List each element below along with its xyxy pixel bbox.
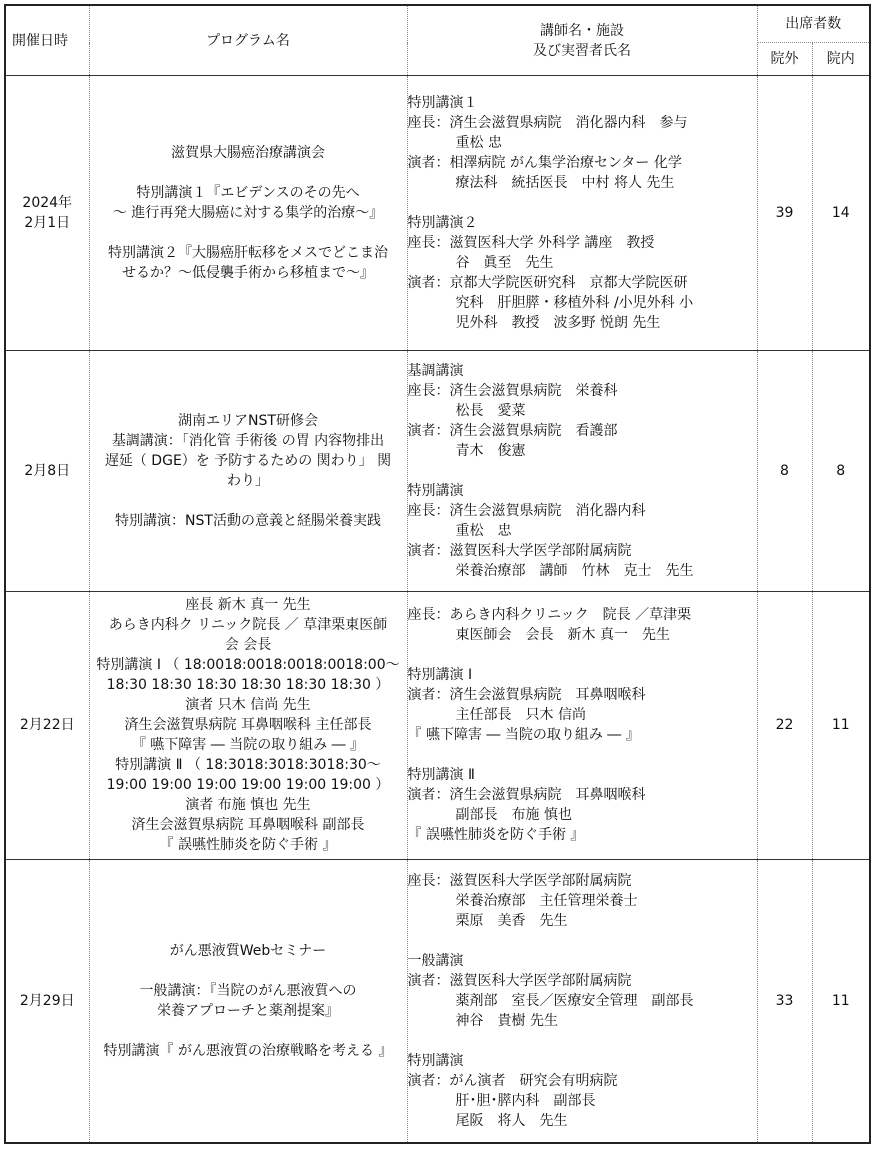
attendance-outside: 39 [757, 76, 812, 351]
lecturer-line: 栗原 美香 先生 [455, 912, 568, 929]
program-spacer [90, 1021, 407, 1041]
program-line: 19:00 19:00 19:00 19:00 19:00 19:00 ） [106, 777, 390, 794]
lecturer-line: 座長：済生会滋賀県病院 消化器内科 [407, 502, 646, 519]
lecturer-cell [407, 859, 757, 1143]
program-line: 特別講演：NST活動の意義と経腸栄養実践 [115, 512, 381, 529]
lecturer-line: 演者：がん演者 研究会有明病院 [407, 1072, 618, 1089]
header-row [5, 5, 870, 43]
lecturer-line: 演者：済生会滋賀県病院 耳鼻咽喉科 [407, 787, 646, 804]
schedule-table [4, 4, 871, 1144]
header-inside: 院内 [812, 43, 870, 76]
lecturer-cell [407, 76, 757, 351]
program-spacer [90, 491, 407, 511]
program-line: 『 誤嚥性肺炎を防ぐ手術 』 [159, 837, 337, 854]
program-cell [89, 76, 407, 351]
program-line: 特別講演 Ⅱ （ 18:3018:3018:3018:30～ [115, 757, 381, 774]
lecturer-line: 『 嚥下障害 ― 当院の取り組み ― 』 [407, 727, 640, 744]
program-spacer [90, 163, 407, 183]
lecturer-line: 特別講演 [407, 1052, 464, 1069]
lecturer-cell [407, 591, 757, 859]
program-line: 済生会滋賀県病院 耳鼻咽喉科 副部長 [131, 817, 365, 834]
program-line: 遅延（ DGE）を 予防するための 関わり」 関 [104, 452, 392, 469]
date-line: 2月1日 [24, 214, 71, 231]
lecturer-spacer [408, 461, 757, 481]
lecturer-line: 特別講演 [407, 482, 464, 499]
program-line: 湖南エリアNST研修会 [178, 412, 318, 429]
program-line: 栄養アプローチと薬剤提案』 [157, 1002, 339, 1019]
lecturer-line: 『 誤嚥性肺炎を防ぐ手術 』 [407, 827, 585, 844]
lecturer-line: 座長：あらき内科クリニック 院長 ／草津栗 [407, 607, 692, 624]
program-line: 会 会長 [224, 637, 272, 654]
lecturer-line: 副部長 布施 慎也 [455, 807, 572, 824]
program-line: 特別講演２『大腸癌肝転移をメスでどこま治 [108, 244, 388, 261]
lecturer-cell [407, 350, 757, 591]
date-cell [5, 76, 89, 351]
attendance-inside: 14 [812, 76, 870, 351]
attendance-outside: 8 [757, 350, 812, 591]
program-line: ～ 進行再発大腸癌に対する集学的治療～』 [112, 204, 384, 221]
program-line: 演者 布施 慎也 先生 [185, 797, 311, 814]
attendance-outside: 22 [757, 591, 812, 859]
date-line: 2024年 [22, 194, 73, 211]
lecturer-line: 主任部長 只木 信尚 [455, 707, 586, 724]
lecturer-line: 究科 肝胆膵・移植外科 /小児外科 小 [455, 294, 694, 311]
lecturer-line: 座長：滋賀医科大学医学部附属病院 [407, 872, 632, 889]
table-row [5, 859, 870, 1143]
program-line: 滋賀県大腸癌治療講演会 [171, 144, 325, 161]
header-attendance: 出席者数 [757, 5, 870, 43]
lecturer-line: 演者：京都大学院医研究科 京都大学院医研 [407, 274, 688, 291]
date-line: 2月29日 [19, 992, 75, 1009]
header-program: プログラム名 [89, 5, 407, 76]
date-cell [5, 591, 89, 859]
lecturer-line: 特別講演２ [407, 214, 478, 231]
lecturer-line: 一般講演 [407, 952, 464, 969]
lecturer-line: 演者：滋賀医科大学医学部附属病院 [407, 542, 632, 559]
lecturer-line: 座長：済生会滋賀県病院 栄養科 [407, 382, 618, 399]
program-spacer [90, 961, 407, 981]
lecturer-spacer [408, 1031, 757, 1051]
header-lecturer-line-1: 講師名・施設 [540, 22, 624, 39]
lecturer-line: 特別講演 Ⅰ [407, 667, 473, 684]
lecturer-line: 演者：相澤病院 がん集学治療センター 化学 [407, 154, 682, 171]
attendance-outside: 33 [757, 859, 812, 1143]
lecturer-line: 尾阪 将人 先生 [455, 1112, 568, 1129]
program-spacer [90, 223, 407, 243]
program-line: 基調講演：「消化管 手術後 の胃 内容物排出 [111, 432, 385, 449]
program-line: がん悪液質Webセミナー [169, 942, 327, 959]
lecturer-spacer [408, 745, 757, 765]
program-line: 特別講演『 がん悪液質の治療戦略を考える 』 [103, 1042, 393, 1059]
header-lecturer-line-2: 及び実習者氏名 [533, 42, 631, 59]
date-line: 2月22日 [19, 717, 75, 734]
lecturer-spacer [408, 193, 757, 213]
lecturer-line: 演者：済生会滋賀県病院 耳鼻咽喉科 [407, 687, 646, 704]
program-line: わり」 [227, 472, 269, 489]
attendance-inside: 8 [812, 350, 870, 591]
lecturer-line: 栄養治療部 講師 竹林 克士 先生 [455, 562, 694, 579]
lecturer-line: 特別講演１ [407, 94, 478, 111]
lecturer-line: 児外科 教授 波多野 悦朗 先生 [455, 314, 661, 331]
lecturer-line: 座長：滋賀医科大学 外科学 講座 教授 [407, 234, 655, 251]
program-line: せるか？～低侵襲手術から移植まで～』 [122, 264, 374, 281]
header-outside: 院外 [757, 43, 812, 76]
lecturer-line: 肝･胆･膵内科 副部長 [455, 1092, 596, 1109]
program-cell [89, 859, 407, 1143]
lecturer-spacer [408, 645, 757, 665]
lecturer-line: 栄養治療部 主任管理栄養士 [455, 892, 638, 909]
table-row [5, 76, 870, 351]
header-lecturer [407, 5, 757, 76]
lecturer-line: 療法科 統括医長 中村 将人 先生 [455, 174, 675, 191]
program-line: 演者 只木 信尚 先生 [185, 697, 311, 714]
attendance-inside: 11 [812, 591, 870, 859]
lecturer-line: 特別講演 Ⅱ [407, 767, 475, 784]
lecturer-line: 演者：滋賀医科大学医学部附属病院 [407, 972, 632, 989]
lecturer-line: 青木 俊憲 [455, 442, 526, 459]
lecturer-spacer [408, 931, 757, 951]
program-line: 18:30 18:30 18:30 18:30 18:30 18:30 ） [106, 677, 390, 694]
lecturer-line: 基調講演 [407, 362, 464, 379]
program-line: あらき内科ク リニック院長 ／ 草津栗東医師 [108, 617, 388, 634]
lecturer-line: 谷 眞至 先生 [455, 254, 554, 271]
program-line: 特別講演１『エビデンスのその先へ [136, 184, 360, 201]
lecturer-line: 重松 忠 [455, 134, 502, 151]
lecturer-line: 薬剤部 室長／医療安全管理 副部長 [455, 992, 694, 1009]
date-cell [5, 859, 89, 1143]
program-line: 座長 新木 真一 先生 [185, 597, 311, 614]
program-cell [89, 591, 407, 859]
lecturer-line: 演者：済生会滋賀県病院 看護部 [407, 422, 618, 439]
date-line: 2月8日 [24, 462, 71, 479]
lecturer-line: 神谷 貴樹 先生 [455, 1012, 558, 1029]
program-line: 『 嚥下障害 ― 当院の取り組み ― 』 [131, 737, 365, 754]
table-row [5, 350, 870, 591]
lecturer-line: 重松 忠 [455, 522, 512, 539]
program-line: 済生会滋賀県病院 耳鼻咽喉科 主任部長 [124, 717, 372, 734]
program-line: 特別講演 Ⅰ （ 18:0018:0018:0018:0018:00～ [96, 657, 400, 674]
lecturer-line: 座長：済生会滋賀県病院 消化器内科 参与 [407, 114, 688, 131]
date-cell [5, 350, 89, 591]
table-row [5, 591, 870, 859]
lecturer-line: 松長 愛菜 [455, 402, 526, 419]
attendance-inside: 11 [812, 859, 870, 1143]
program-line: 一般講演：『当院のがん悪液質への [139, 982, 357, 999]
lecturer-line: 東医師会 会長 新木 真一 先生 [455, 627, 670, 644]
program-cell [89, 350, 407, 591]
header-date: 開催日時 [5, 5, 89, 76]
